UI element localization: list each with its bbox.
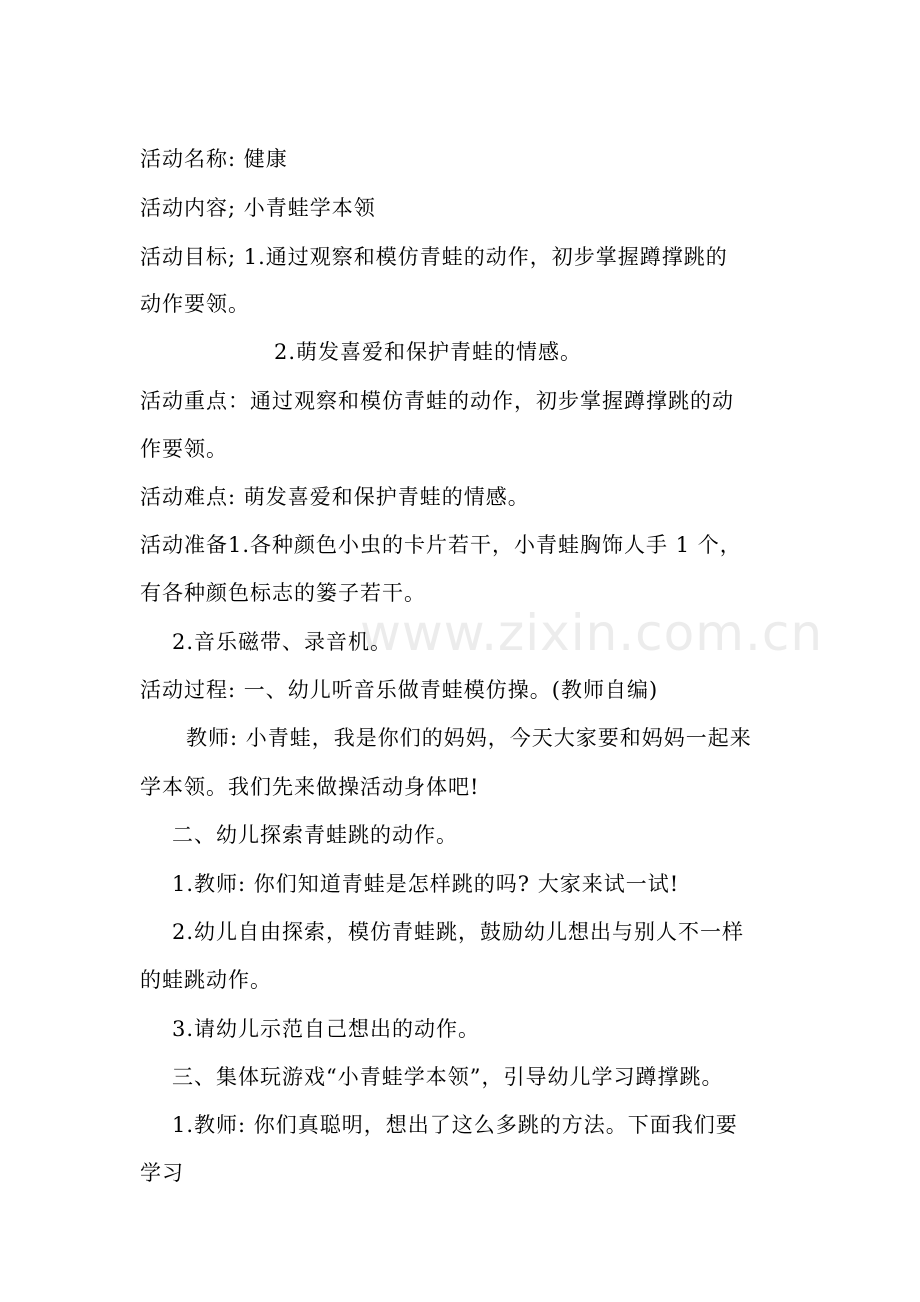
activity-preparation-continuation: 有各种颜色标志的篓子若干。 (140, 581, 426, 605)
activity-name-line: 活动名称: 健康 (140, 147, 288, 171)
watermark: www.zixin.com.cn (360, 604, 824, 662)
teacher-speech-continuation: 学本领。我们先来做操活动身体吧! (140, 775, 480, 799)
step-three-heading: 三、集体玩游戏“小青蛙学本领”，引导幼儿学习蹲撑跳。 (172, 1065, 724, 1089)
step-two-heading: 二、幼儿探索青蛙跳的动作。 (172, 823, 458, 847)
activity-preparation-line: 活动准备1.各种颜色小虫的卡片若干，小青蛙胸饰人手 1 个， (140, 533, 742, 557)
teacher-speech-line: 教师: 小青蛙，我是你们的妈妈，今天大家要和妈妈一起来 (186, 726, 752, 750)
activity-goal-continuation: 动作要领。 (140, 292, 250, 316)
step-three-item-1: 1.教师: 你们真聪明，想出了这么多跳的方法。下面我们要 (172, 1113, 738, 1137)
step-two-item-3: 3.请幼儿示范自己想出的动作。 (172, 1017, 481, 1041)
step-three-item-1-continuation: 学习 (140, 1161, 184, 1185)
activity-difficulty-line: 活动难点: 萌发喜爱和保护青蛙的情感。 (140, 485, 530, 509)
step-two-item-2: 2.幼儿自由探索，模仿青蛙跳，鼓励幼儿想出与别人不一样 (172, 920, 745, 944)
activity-goal-2-line: 2.萌发喜爱和保护青蛙的情感。 (274, 340, 583, 364)
activity-key-point-line: 活动重点：通过观察和模仿青蛙的动作，初步掌握蹲撑跳的动 (140, 389, 734, 413)
activity-goal-line: 活动目标; 1.通过观察和模仿青蛙的动作，初步掌握蹲撑跳的 (140, 245, 728, 269)
step-two-item-2-continuation: 的蛙跳动作。 (140, 968, 272, 992)
activity-preparation-2-line: 2.音乐磁带、录音机。 (172, 630, 393, 654)
step-two-item-1: 1.教师: 你们知道青蛙是怎样跳的吗? 大家来试一试! (172, 872, 680, 896)
activity-key-point-continuation: 作要领。 (140, 437, 228, 461)
activity-content-line: 活动内容; 小青蛙学本领 (140, 196, 376, 220)
activity-process-line: 活动过程: 一、幼儿听音乐做青蛙模仿操。(教师自编) (140, 678, 659, 702)
